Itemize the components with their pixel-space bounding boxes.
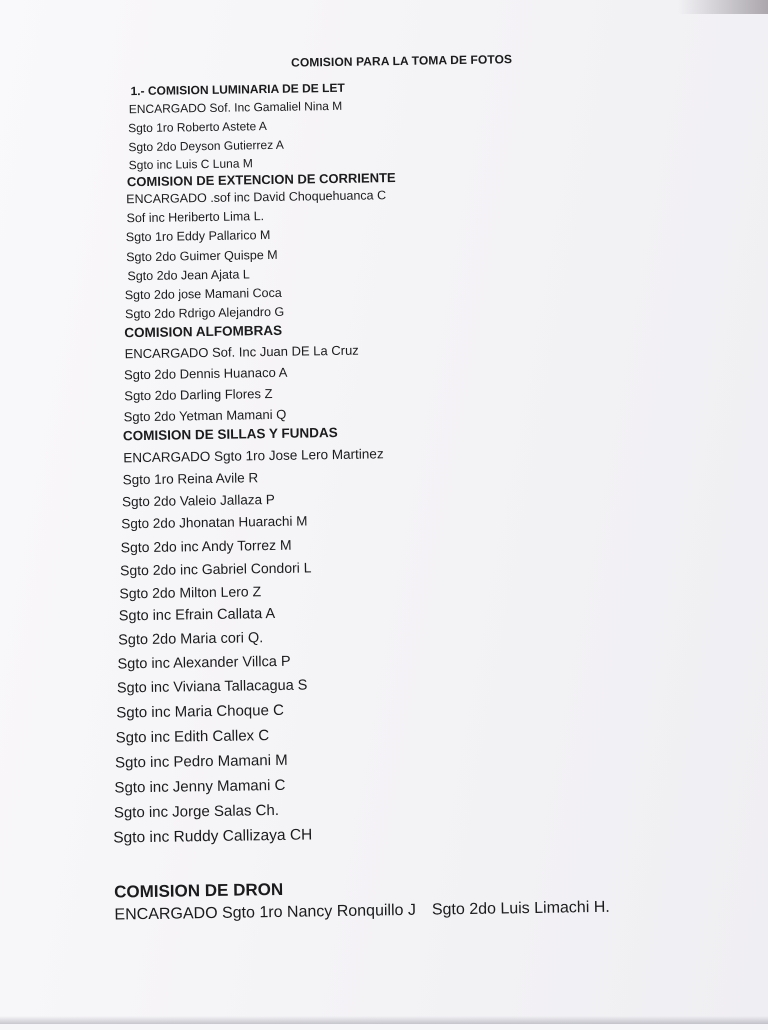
list-line: Sgto 2do Deyson Gutierrez A <box>128 137 284 155</box>
list-line: Sof inc Heriberto Lima L. <box>126 209 265 226</box>
list-line: Sgto 1ro Roberto Astete A <box>128 119 267 136</box>
list-line: Sgto 2do inc Gabriel Condori L <box>119 559 312 579</box>
list-line: Sgto inc Alexander Villca P <box>117 653 291 673</box>
list-line: Sgto inc Maria Choque C <box>116 701 285 722</box>
list-line: Sgto inc Pedro Mamani M <box>114 751 288 772</box>
list-line: Sgto inc Luis C Luna M <box>128 156 253 173</box>
list-line: ENCARGADO Sgto 1ro Jose Lero Martinez <box>123 446 384 466</box>
list-line: Sgto 2do Milton Lero Z <box>119 583 262 602</box>
dron-member: Sgto 2do Luis Limachi H. <box>431 898 610 919</box>
list-line: Sgto 1ro Reina Avile R <box>122 470 259 488</box>
list-line: Sgto inc Efrain Callata A <box>118 605 276 625</box>
list-line: Sgto 2do inc Andy Torrez M <box>120 536 292 556</box>
dron-commission-members <box>114 899 610 925</box>
dron-encargado: ENCARGADO Sgto 1ro Nancy Ronquillo J <box>114 901 417 924</box>
list-line: ENCARGADO Sof. Inc Juan DE La Cruz <box>124 342 359 362</box>
list-line: Sgto inc Jenny Mamani C <box>114 776 286 797</box>
list-line: Sgto inc Jorge Salas Ch. <box>113 801 280 822</box>
list-line: Sgto 2do Rdrigo Alejandro G <box>124 304 285 322</box>
list-line: Sgto 1ro Eddy Pallarico M <box>125 228 271 245</box>
commission-heading: COMISION ALFOMBRAS <box>124 322 283 341</box>
list-line: ENCARGADO Sof. Inc Gamaliel Nina M <box>128 98 343 117</box>
list-line: Sgto inc Viviana Tallacagua S <box>116 677 308 697</box>
list-line: Sgto 2do Dennis Huanaco A <box>123 364 288 383</box>
list-line: Sgto 2do Jean Ajata L <box>127 267 250 284</box>
commission-heading: 1.- COMISION LUMINARIA DE DE LET <box>130 80 345 99</box>
list-line: Sgto inc Ruddy Callizaya CH <box>113 826 313 847</box>
commission-heading: COMISION DE SILLAS Y FUNDAS <box>122 424 338 444</box>
list-line: Sgto 2do Maria cori Q. <box>118 630 264 649</box>
list-line: Sgto 2do Jhonatan Huarachi M <box>121 513 308 532</box>
list-line: ENCARGADO .sof inc David Choquehuanca C <box>126 188 387 207</box>
list-line: Sgto 2do Darling Flores Z <box>124 385 273 404</box>
list-line: Sgto 2do Guimer Quispe M <box>126 247 278 265</box>
commission-heading: COMISION DE EXTENCION DE CORRIENTE <box>126 170 396 190</box>
list-line: Sgto inc Edith Callex C <box>115 727 270 747</box>
document-title: COMISION PARA LA TOMA DE FOTOS <box>291 52 513 70</box>
list-line: Sgto 2do Valeio Jallaza P <box>121 491 275 510</box>
list-line: Sgto 2do jose Mamani Coca <box>124 285 282 303</box>
dron-commission-heading: COMISION DE DRON <box>113 879 284 902</box>
list-line: Sgto 2do Yetman Mamani Q <box>123 406 287 425</box>
